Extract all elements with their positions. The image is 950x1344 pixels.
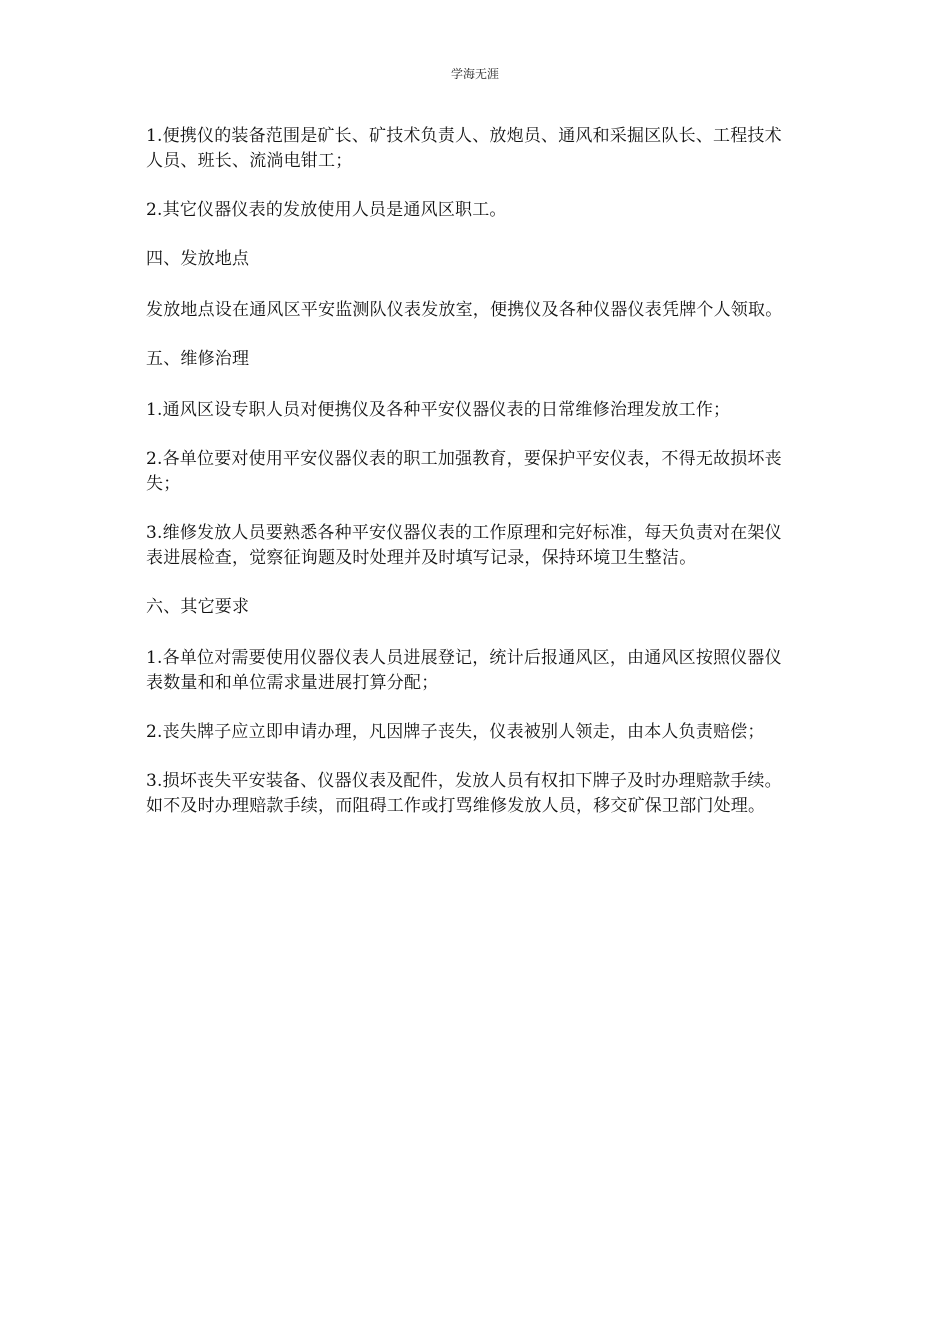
paragraph-requirement-3: 3.损坏丧失平安装备、仪器仪表及配件，发放人员有权扣下牌子及时办理赔款手续。如不及时办理赔款手续，而阻碍工作或打骂维修发放人员，移交矿保卫部门处理。 <box>146 771 782 816</box>
paragraph-requirement-1: 1.各单位对需要使用仪器仪表人员进展登记，统计后报通风区，由通风区按照仪器仪表数量和和单位需求量进展打算分配； <box>146 648 782 693</box>
paragraph-maintenance-3: 3.维修发放人员要熟悉各种平安仪器仪表的工作原理和完好标准，每天负责对在架仪表进展检查，觉察征询题及时处理并及时填写记录，保持环境卫生整洁。 <box>146 523 782 568</box>
section-heading-other-requirements: 六、其它要求 <box>146 597 250 617</box>
section-heading-maintenance: 五、维修治理 <box>146 349 250 369</box>
paragraph-maintenance-2: 2.各单位要对使用平安仪器仪表的职工加强教育，要保护平安仪表，不得无故损坏丧失； <box>146 449 782 494</box>
paragraph-distribution-location: 发放地点设在通风区平安监测队仪表发放室，便携仪及各种仪器仪表凭牌个人领取。 <box>146 300 783 320</box>
document-body <box>146 124 798 843</box>
paragraph-requirement-2: 2.丧失牌子应立即申请办理，凡因牌子丧失，仪表被别人领走，由本人负责赔偿； <box>146 722 765 742</box>
paragraph-equipment-scope: 1.便携仪的装备范围是矿长、矿技术负责人、放炮员、通风和采掘区队长、工程技术人员、班长、流淌电钳工； <box>146 126 782 171</box>
paragraph-maintenance-1: 1.通风区设专职人员对便携仪及各种平安仪器仪表的日常维修治理发放工作； <box>146 400 731 420</box>
page-header: 学海无涯 <box>450 67 499 81</box>
section-heading-distribution-location: 四、发放地点 <box>146 249 250 269</box>
paragraph-other-users: 2.其它仪器仪表的发放使用人员是通风区职工。 <box>146 200 507 220</box>
